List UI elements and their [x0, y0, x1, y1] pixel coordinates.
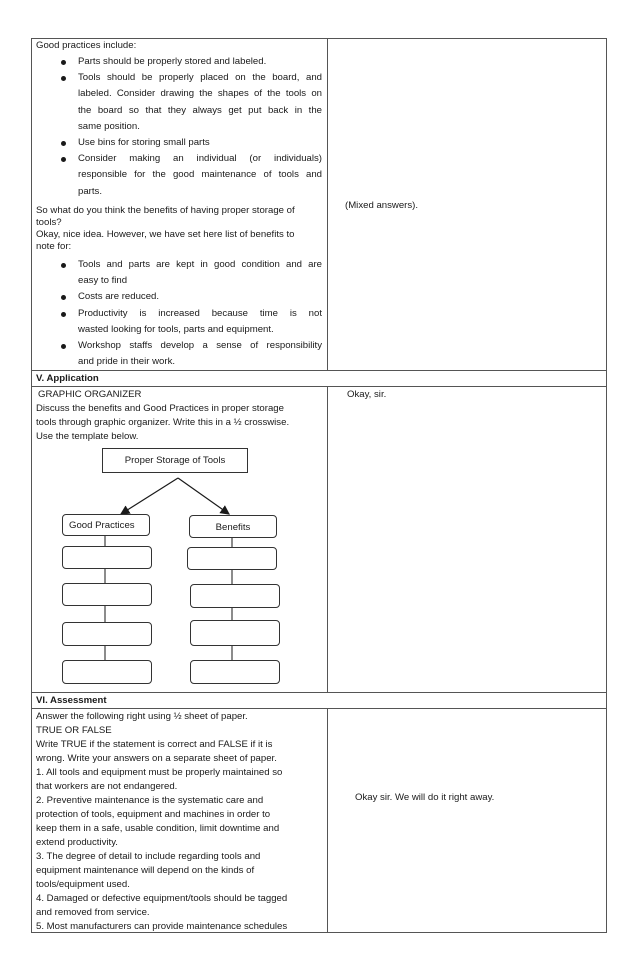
bullet-text: Use bins for storing small parts [78, 137, 210, 148]
bullet-text: Costs are reduced. [78, 291, 160, 303]
application-line: tools through graphic organizer. Write this in a ½ crosswise. [36, 417, 290, 428]
intro-text: Good practices include: [36, 40, 137, 51]
bullet-text: Tools should be properly placed on the board, and [78, 72, 322, 84]
section-header-assessment: VI. Assessment [36, 695, 107, 706]
assessment-line: equipment maintenance will depend on the kinds of [36, 865, 255, 876]
bullet-text: same position. [78, 120, 140, 132]
assessment-line: extend productivity. [36, 837, 118, 848]
reply-text: Okay, nice idea. However, we have set here list of benefits to [36, 229, 295, 240]
student-response: (Mixed answers). [345, 200, 419, 211]
assessment-line: protection of tools, equipment and machines in order to [36, 809, 271, 820]
assessment-line: Write TRUE if the statement is correct and FALSE if it is [36, 739, 273, 750]
organizer-blank-box [62, 660, 152, 684]
assessment-line: 2. Preventive maintenance is the systematic care and [36, 795, 264, 806]
organizer-blank-box [62, 622, 152, 646]
assessment-line: 3. The degree of detail to include regarding tools and [36, 851, 261, 862]
organizer-blank-box [190, 584, 280, 608]
assessment-line: wrong. Write your answers on a separate sheet of paper. [36, 753, 277, 764]
assessment-line: that workers are not endangered. [36, 781, 178, 792]
bullet-text: and pride in their work. [78, 356, 176, 368]
assessment-line: 5. Most manufacturers can provide maintenance schedules [36, 921, 288, 932]
assessment-line: keep them in a safe, usable condition, limit downtime and [36, 823, 280, 834]
bullet-text: easy to find [78, 275, 128, 287]
assessment-line: 4. Damaged or defective equipment/tools should be tagged [36, 893, 288, 904]
bullet-text: the board so that they always get put back in the [78, 104, 322, 116]
application-line: Discuss the benefits and Good Practices in proper storage [36, 403, 284, 414]
organizer-top-box [102, 448, 248, 473]
bullet-text: Workshop staffs develop a sense of responsibility [78, 340, 322, 351]
bullet-text: responsible for the good maintenance of tools and [78, 169, 322, 181]
assessment-line: and removed from service. [36, 907, 150, 918]
bullet-text: wasted looking for tools, parts and equipment. [78, 323, 274, 335]
question-text: tools? [36, 217, 62, 228]
bullet-text: Tools and parts are kept in good condition and are [78, 259, 322, 270]
bullet-text: parts. [78, 185, 102, 197]
organizer-left-box [62, 514, 150, 536]
organizer-blank-box [62, 546, 152, 569]
assessment-line: 1. All tools and equipment must be properly maintained so [36, 767, 283, 778]
student-response: Okay, sir. [347, 389, 387, 400]
organizer-blank-box [62, 583, 152, 606]
application-line: Use the template below. [36, 431, 139, 442]
section-header-application: V. Application [36, 373, 99, 384]
arrow-right [178, 478, 229, 514]
assessment-line: tools/equipment used. [36, 879, 130, 890]
assessment-line: Answer the following right using ½ sheet of paper. [36, 711, 248, 722]
organizer-top-label: Proper Storage of Tools [124, 455, 226, 466]
arrow-left [121, 478, 178, 514]
graphic-organizer-title: GRAPHIC ORGANIZER [38, 389, 142, 400]
assessment-line: TRUE OR FALSE [36, 725, 112, 736]
bullet-text: Parts should be properly stored and labeled. [78, 56, 267, 67]
organizer-right-label: Benefits [215, 522, 251, 533]
organizer-blank-box [187, 547, 277, 570]
reply-text: note for: [36, 241, 72, 252]
bullet-text: Productivity is increased because time is not [78, 307, 322, 319]
organizer-right-box [189, 515, 277, 538]
bullet-text: Consider making an individual (or individuals) [78, 153, 322, 165]
student-response: Okay sir. We will do it right away. [355, 792, 495, 803]
bullet-text: labeled. Consider drawing the shapes of the tools on [78, 88, 322, 100]
organizer-blank-box [190, 660, 280, 684]
question-text: So what do you think the benefits of having proper storage of [36, 205, 295, 216]
organizer-left-label: Good Practices [69, 520, 135, 531]
organizer-blank-box [190, 620, 280, 646]
